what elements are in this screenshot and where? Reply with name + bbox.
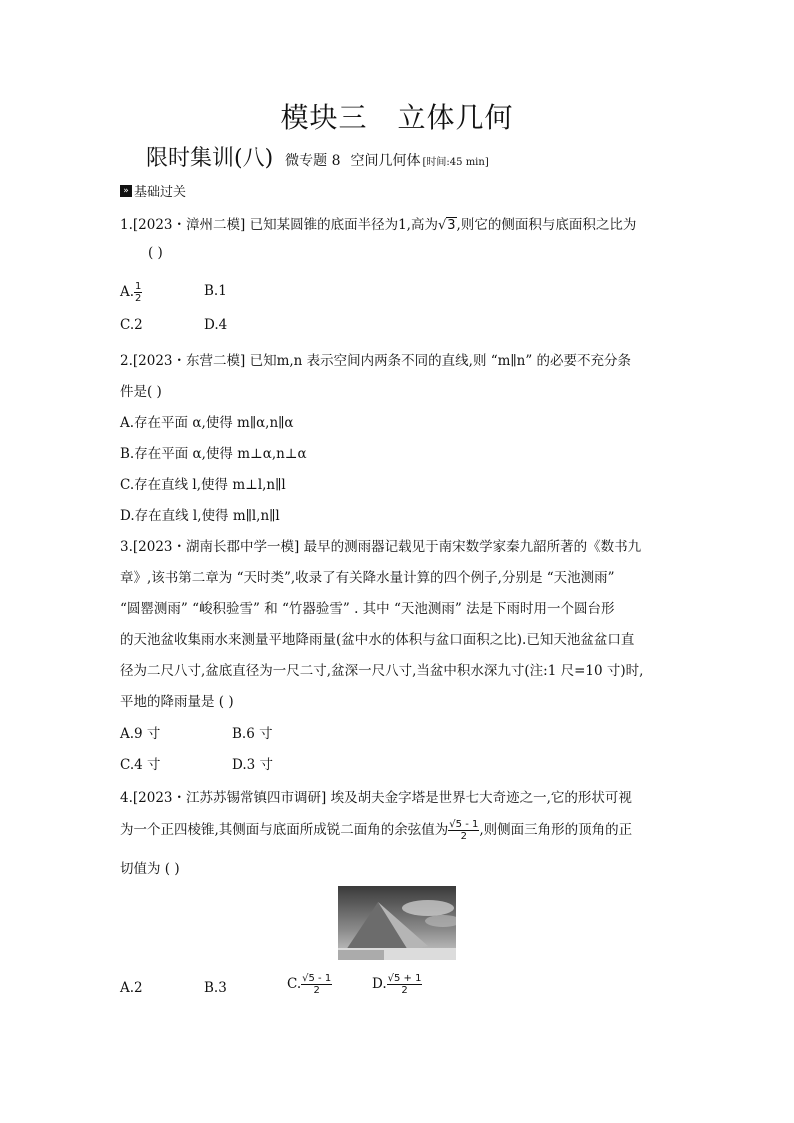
pyramid-photo — [338, 886, 456, 960]
q4-text-a: 为一个正四棱锥,其侧面与底面所成锐二面角的余弦值为 — [120, 822, 449, 838]
sqrt-radicand: 3 — [447, 218, 456, 233]
q4-option-d — [372, 973, 422, 996]
q1-text-b: ,则它的侧面积与底面积之比为 — [456, 217, 637, 233]
q1-option-b: B.1 — [204, 283, 227, 299]
q1-option-a-label: A. — [120, 284, 135, 300]
drill-header — [146, 141, 489, 172]
q3-text: 最早的测雨器记载见于南宋数学家秦九韶所著的《数书九 — [299, 539, 642, 555]
q3-stem-line2: 章》,该书第二章为 “天时类”,收录了有关降水量计算的四个例子,分别是 “天池测雨” — [120, 570, 615, 586]
q1-number: 1. — [120, 217, 133, 233]
fraction — [134, 281, 142, 304]
q2-text: 已知m,n 表示空间内两条不同的直线,则 “m∥n” 的必要不充分条 — [245, 353, 632, 369]
fraction-denominator: 2 — [135, 293, 142, 304]
fraction-denominator: 2 — [460, 831, 468, 842]
q3-stem-line6: 平地的降雨量是 ( ) — [120, 694, 234, 710]
q2-option-a: A.存在平面 α,使得 m∥α,n∥α — [120, 415, 294, 431]
q1-option-a — [120, 281, 142, 304]
module-title-part2: 立体几何 — [397, 101, 514, 134]
q3-number: 3. — [120, 539, 133, 555]
q4-text-b: ,则侧面三角形的顶角的正 — [479, 822, 633, 838]
q4-option-a: A.2 — [120, 980, 143, 996]
q4-source: [2023・江苏苏锡常镇四市调研] — [132, 790, 327, 806]
q4-number: 4. — [120, 790, 133, 806]
q3-source: [2023・湖南长郡中学一模] — [132, 539, 300, 555]
fraction — [387, 973, 423, 996]
q1-text-a: 已知某圆锥的底面半径为1,高为 — [245, 217, 438, 233]
q3-option-c: C.4 寸 — [120, 757, 161, 773]
section-heading — [120, 181, 186, 200]
q4-stem-line3: 切值为 ( ) — [120, 861, 180, 877]
q2-stem-line1 — [120, 349, 631, 369]
q3-stem-line5: 径为二尺八寸,盆底直径为一尺二寸,盆深一尺八寸,当盆中积水深九寸(注:1 尺=10 寸)时, — [120, 663, 644, 679]
section-label: 基础过关 — [134, 185, 187, 200]
q3-stem-line4: 的天池盆收集雨水来测量平地降雨量(盆中水的体积与盆口面积之比).已知天池盆盆口直 — [120, 632, 635, 648]
q2-option-b: B.存在平面 α,使得 m⊥α,n⊥α — [120, 446, 307, 462]
q2-source: [2023・东营二模] — [132, 353, 246, 369]
drill-subtopic-name: 空间几何体 — [350, 153, 421, 169]
q2-number: 2. — [120, 353, 133, 369]
fraction — [301, 973, 332, 996]
double-chevron-icon: » — [120, 185, 132, 197]
fraction-numerator: √5 - 1 — [302, 973, 332, 984]
q1-stem-line1 — [120, 213, 636, 233]
fraction-numerator: √5 - 1 — [449, 819, 479, 830]
fraction — [448, 819, 479, 842]
fraction-denominator: 2 — [401, 985, 408, 996]
drill-title: 限时集训(八) — [146, 146, 274, 171]
fraction-denominator: 2 — [313, 985, 320, 996]
sqrt-expression: √3 — [437, 218, 456, 233]
q2-option-d: D.存在直线 l,使得 m∥l,n∥l — [120, 508, 280, 524]
q3-stem-line1 — [120, 535, 641, 555]
q1-answer-paren: ( ) — [148, 245, 163, 261]
q1-option-d: D.4 — [204, 317, 228, 333]
q4-option-c-label: C. — [287, 976, 302, 992]
module-title-part1: 模块三 — [280, 101, 368, 134]
q4-stem-line2 — [120, 818, 632, 842]
fraction-numerator: 1 — [135, 281, 142, 292]
q4-option-b: B.3 — [204, 980, 227, 996]
q4-option-d-label: D. — [372, 976, 387, 992]
q3-stem-line3: “圆罂测雨” “峻积验雪” 和 “竹器验雪” . 其中 “天池测雨” 法是下雨时用一个圆台形 — [120, 601, 615, 617]
q2-option-c: C.存在直线 l,使得 m⊥l,n∥l — [120, 477, 286, 493]
drill-subtopic-number: 微专题 8 — [285, 153, 341, 169]
q1-option-c: C.2 — [120, 317, 143, 333]
q4-stem-line1 — [120, 786, 632, 806]
q4-text: 埃及胡夫金字塔是世界七大奇迹之一,它的形状可视 — [326, 790, 632, 806]
q2-stem-line2: 件是( ) — [120, 384, 162, 400]
module-title — [0, 96, 794, 136]
q3-option-a: A.9 寸 — [120, 726, 161, 742]
drill-time-limit: [时间:45 min] — [422, 157, 489, 168]
fraction-numerator: √5 + 1 — [387, 973, 422, 984]
q3-option-b: B.6 寸 — [232, 726, 273, 742]
q3-option-d: D.3 寸 — [232, 757, 274, 773]
q4-option-c — [287, 973, 332, 996]
q1-source: [2023・漳州二模] — [132, 217, 246, 233]
